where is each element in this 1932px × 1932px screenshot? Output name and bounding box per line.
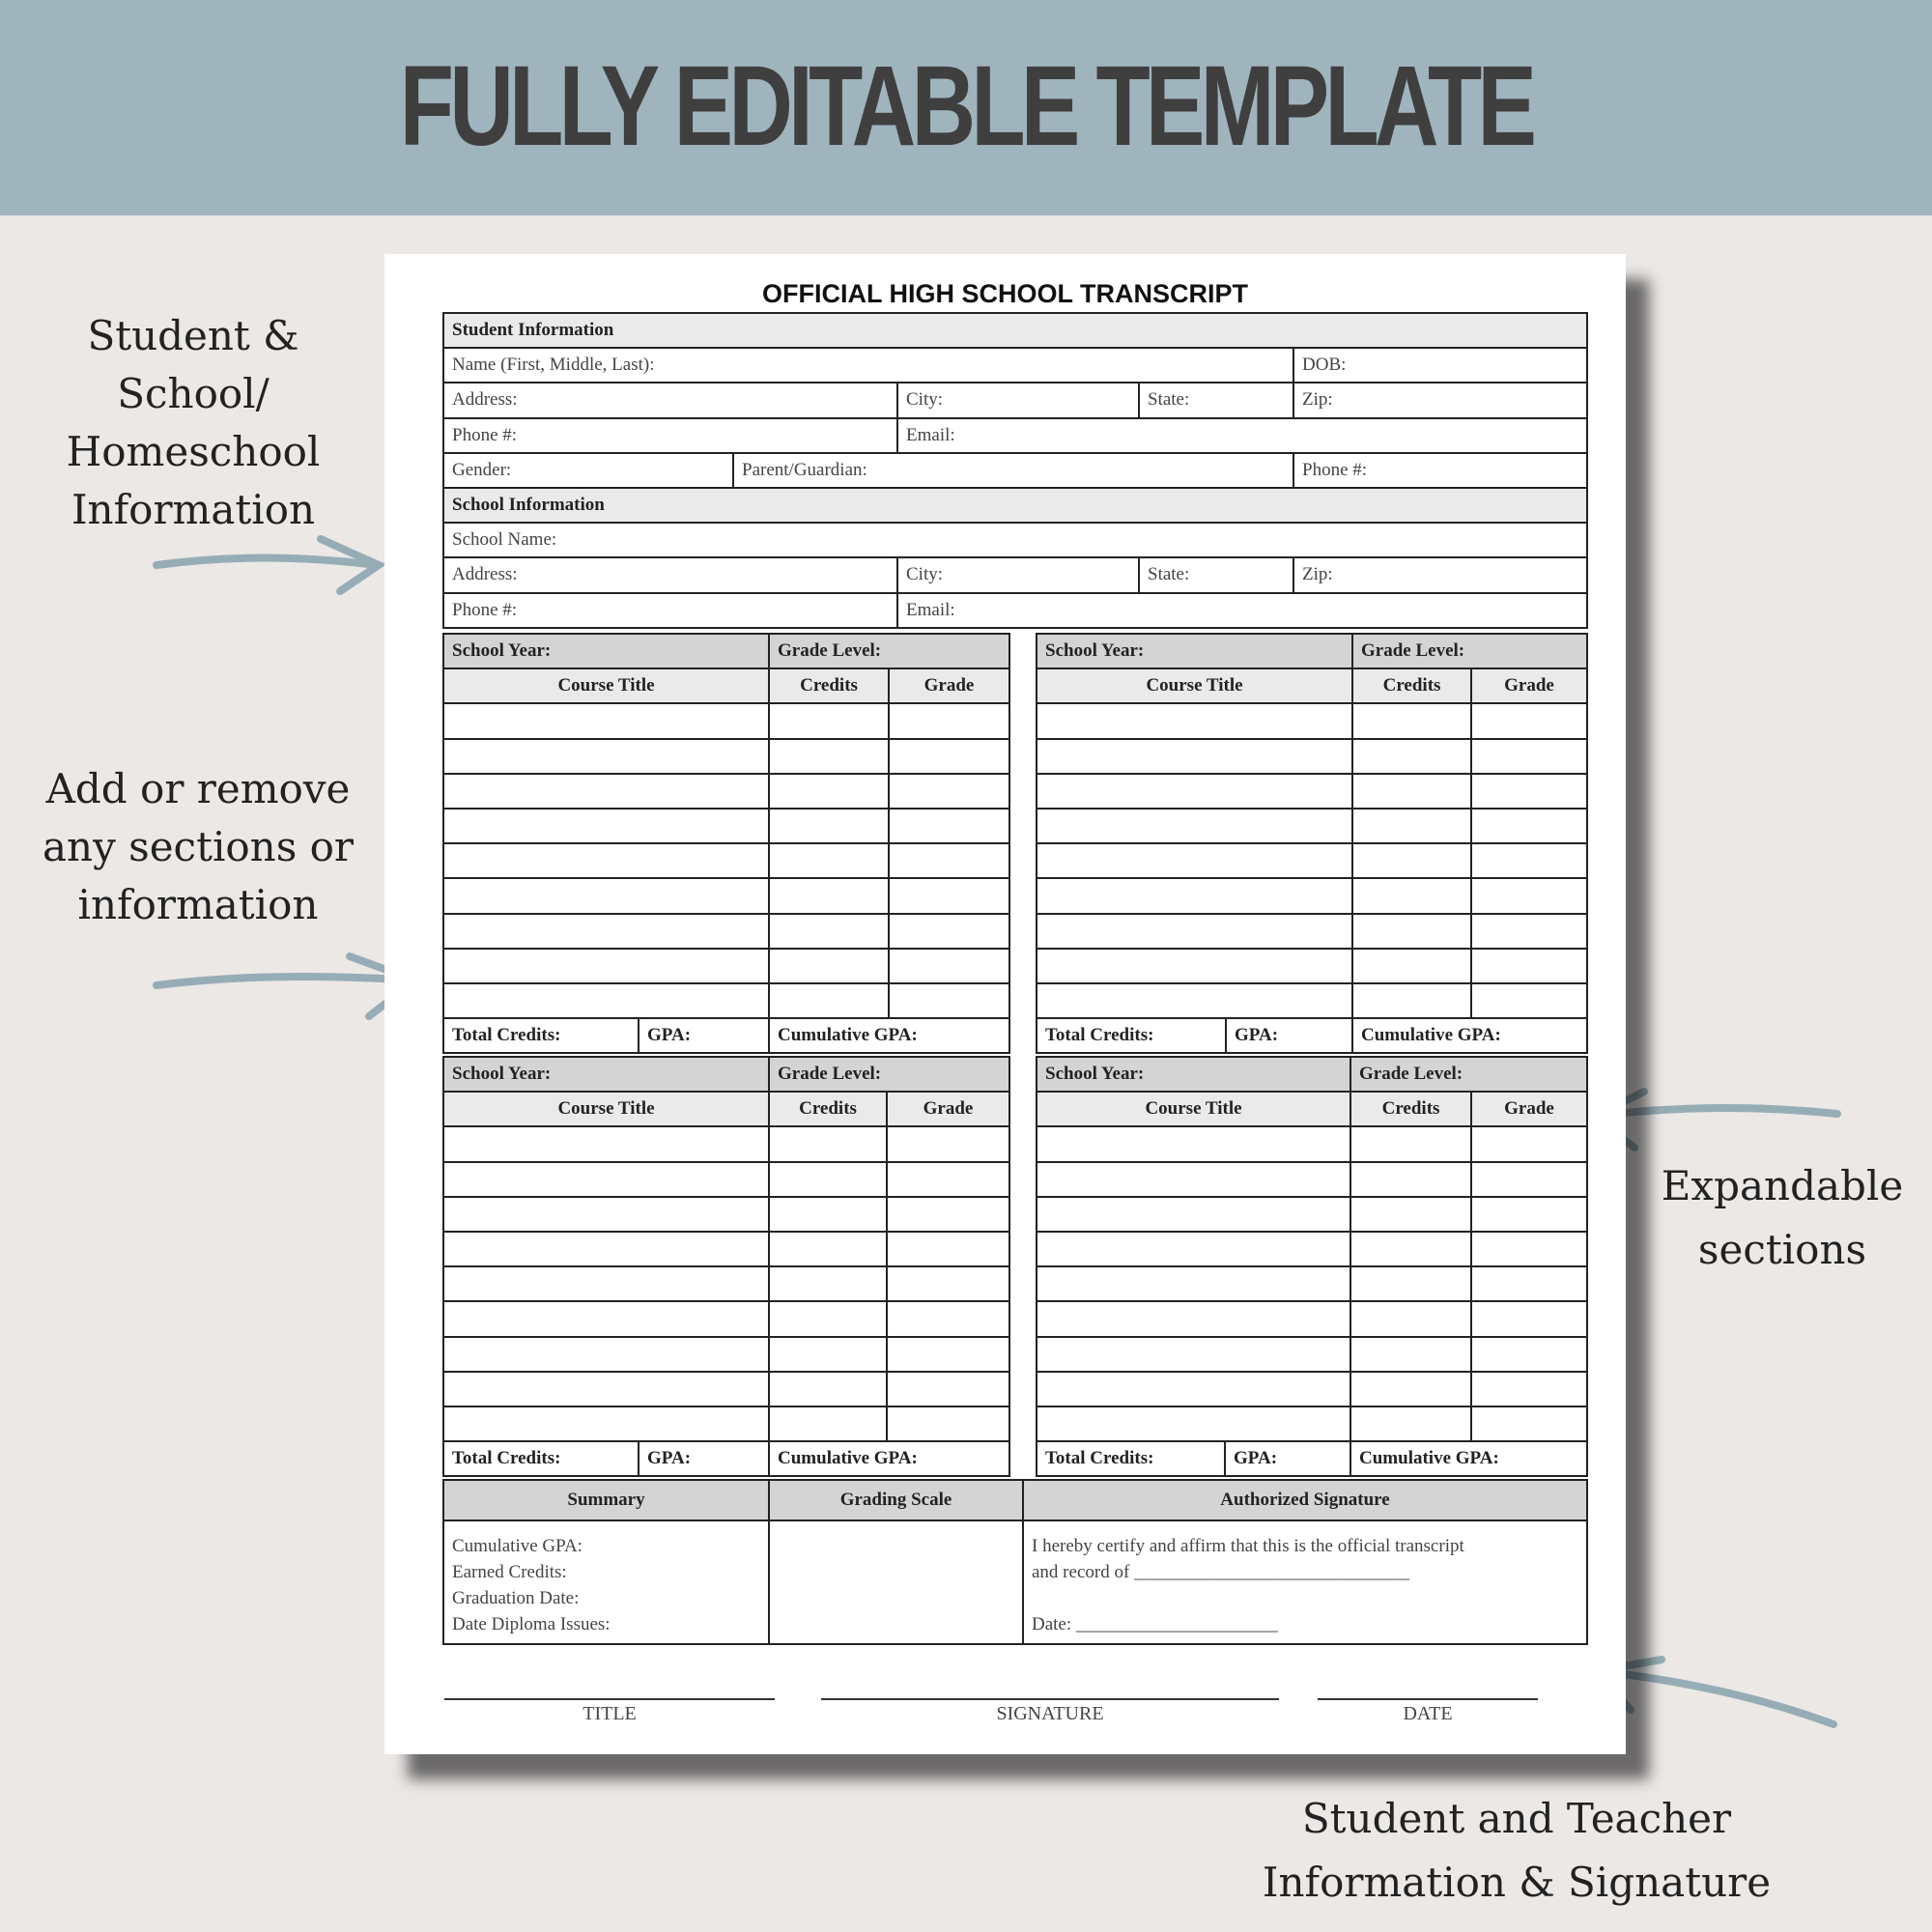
info-table — [442, 312, 1588, 629]
grade-header: Grade — [1471, 668, 1587, 703]
title-label: TITLE — [582, 1703, 637, 1724]
student-dob-field[interactable]: DOB: — [1293, 348, 1587, 383]
credits-cell[interactable] — [769, 1126, 887, 1161]
grade-cell[interactable] — [1471, 739, 1587, 774]
grade-cell[interactable] — [887, 1337, 1009, 1372]
transcript-document — [384, 254, 1626, 1754]
gpa-label[interactable]: GPA: — [1225, 1441, 1350, 1476]
summary-cumulative-gpa: Cumulative GPA: — [452, 1536, 582, 1556]
credits-cell[interactable] — [1352, 914, 1471, 949]
course-title-cell[interactable] — [443, 703, 769, 738]
credits-cell[interactable] — [769, 1301, 887, 1336]
school-year-block — [1036, 1056, 1588, 1477]
credits-cell[interactable] — [1352, 774, 1471, 809]
title-line[interactable] — [444, 1698, 775, 1700]
credits-cell[interactable] — [1350, 1232, 1471, 1266]
student-parent-field[interactable]: Parent/Guardian: — [733, 453, 1293, 488]
credits-cell[interactable] — [769, 914, 889, 949]
total-credits-label[interactable]: Total Credits: — [443, 1018, 639, 1053]
course-title-cell[interactable] — [1037, 949, 1352, 983]
summary-earned-credits: Earned Credits: — [452, 1562, 567, 1582]
grade-cell[interactable] — [1471, 1337, 1587, 1372]
grade-cell[interactable] — [1471, 1266, 1587, 1301]
grade-cell[interactable] — [1471, 914, 1587, 949]
credits-cell[interactable] — [769, 843, 889, 878]
course-title-cell[interactable] — [1037, 1126, 1350, 1161]
course-title-cell[interactable] — [1037, 1162, 1350, 1197]
school-year-block — [442, 1056, 1010, 1477]
course-title-cell[interactable] — [1037, 1232, 1350, 1266]
grade-cell[interactable] — [1471, 1162, 1587, 1197]
grade-cell[interactable] — [887, 1301, 1009, 1336]
course-title-cell[interactable] — [1037, 914, 1352, 949]
school-year-label[interactable]: School Year: — [443, 634, 769, 668]
course-title-cell[interactable] — [443, 739, 769, 774]
callout-student-school: Student & School/ Homeschool Information — [66, 312, 321, 533]
credits-cell[interactable] — [1350, 1266, 1471, 1301]
course-title-cell[interactable] — [1037, 774, 1352, 809]
banner-title: FULLY EDITABLE TEMPLATE — [399, 43, 1533, 170]
grade-cell[interactable] — [1471, 1232, 1587, 1266]
credits-cell[interactable] — [1350, 1162, 1471, 1197]
school-email-field[interactable]: Email: — [897, 593, 1587, 628]
credits-cell[interactable] — [769, 809, 889, 843]
grade-cell[interactable] — [889, 983, 1009, 1018]
student-zip-field[interactable]: Zip: — [1293, 383, 1587, 417]
credits-cell[interactable] — [769, 1372, 887, 1406]
grade-level-label[interactable]: Grade Level: — [769, 1057, 1009, 1092]
course-title-cell[interactable] — [1037, 878, 1352, 913]
student-name-field[interactable]: Name (First, Middle, Last): — [443, 348, 1293, 383]
course-title-header: Course Title — [1037, 668, 1352, 703]
credits-header: Credits — [1352, 668, 1471, 703]
course-title-cell[interactable] — [443, 1337, 769, 1372]
grade-header: Grade — [1471, 1092, 1587, 1126]
course-title-cell[interactable] — [443, 1162, 769, 1197]
gpa-label[interactable]: GPA: — [1226, 1018, 1352, 1053]
grade-cell[interactable] — [887, 1232, 1009, 1266]
credits-cell[interactable] — [769, 774, 889, 809]
grade-cell[interactable] — [887, 1406, 1009, 1441]
date-label: DATE — [1403, 1703, 1453, 1724]
grade-cell[interactable] — [889, 914, 1009, 949]
school-year-label[interactable]: School Year: — [443, 1057, 769, 1092]
course-title-header: Course Title — [443, 1092, 769, 1126]
course-title-cell[interactable] — [1037, 809, 1352, 843]
credits-cell[interactable] — [769, 878, 889, 913]
credits-cell[interactable] — [1350, 1406, 1471, 1441]
course-title-cell[interactable] — [1037, 1406, 1350, 1441]
school-name-field[interactable]: School Name: — [443, 523, 1587, 557]
grade-cell[interactable] — [1471, 1126, 1587, 1161]
student-gender-field[interactable]: Gender: — [443, 453, 733, 488]
grade-cell[interactable] — [887, 1126, 1009, 1161]
cumulative-gpa-label[interactable]: Cumulative GPA: — [769, 1441, 1009, 1476]
grade-cell[interactable] — [1471, 703, 1587, 738]
certify-line-2: and record of ______________________________ — [1032, 1562, 1410, 1582]
total-credits-label[interactable]: Total Credits: — [1037, 1018, 1226, 1053]
course-title-cell[interactable] — [1037, 1266, 1350, 1301]
school-year-block — [1036, 633, 1588, 1054]
cumulative-gpa-label[interactable]: Cumulative GPA: — [1350, 1441, 1587, 1476]
grade-cell[interactable] — [889, 774, 1009, 809]
certify-date: Date: ______________________ — [1032, 1614, 1278, 1634]
grade-cell[interactable] — [887, 1266, 1009, 1301]
school-info-header: School Information — [443, 488, 1587, 523]
credits-cell[interactable] — [1352, 809, 1471, 843]
student-city-field[interactable]: City: — [897, 383, 1139, 417]
grade-cell[interactable] — [1471, 843, 1587, 878]
signature-label: SIGNATURE — [996, 1703, 1104, 1724]
credits-cell[interactable] — [769, 739, 889, 774]
grade-cell[interactable] — [889, 878, 1009, 913]
grade-cell[interactable] — [1471, 809, 1587, 843]
credits-cell[interactable] — [1352, 843, 1471, 878]
grade-cell[interactable] — [889, 809, 1009, 843]
credits-header: Credits — [1350, 1092, 1471, 1126]
grade-level-label[interactable]: Grade Level: — [1350, 1057, 1587, 1092]
grade-level-label[interactable]: Grade Level: — [769, 634, 1009, 668]
credits-cell[interactable] — [769, 703, 889, 738]
student-phone-field[interactable]: Phone #: — [443, 418, 897, 453]
grade-cell[interactable] — [887, 1197, 1009, 1232]
course-title-cell[interactable] — [443, 983, 769, 1018]
course-title-cell[interactable] — [443, 878, 769, 913]
signature-line[interactable] — [821, 1698, 1279, 1700]
credits-cell[interactable] — [1350, 1337, 1471, 1372]
course-title-cell[interactable] — [443, 1232, 769, 1266]
course-title-cell[interactable] — [1037, 1301, 1350, 1336]
course-title-cell[interactable] — [1037, 843, 1352, 878]
credits-cell[interactable] — [1352, 703, 1471, 738]
grade-header: Grade — [887, 1092, 1009, 1126]
course-title-header: Course Title — [1037, 1092, 1350, 1126]
gpa-label[interactable]: GPA: — [639, 1441, 769, 1476]
credits-cell[interactable] — [769, 983, 889, 1018]
credits-header: Credits — [769, 1092, 887, 1126]
course-title-cell[interactable] — [443, 774, 769, 809]
course-title-cell[interactable] — [443, 1406, 769, 1441]
school-zip-field[interactable]: Zip: — [1293, 557, 1587, 592]
course-title-cell[interactable] — [1037, 739, 1352, 774]
cumulative-gpa-label[interactable]: Cumulative GPA: — [769, 1018, 1009, 1053]
school-address-field[interactable]: Address: — [443, 557, 897, 592]
summary-header: Summary — [443, 1480, 769, 1520]
date-line[interactable] — [1318, 1698, 1538, 1700]
summary-cell[interactable] — [443, 1520, 769, 1644]
school-year-label[interactable]: School Year: — [1037, 634, 1352, 668]
grade-cell[interactable] — [1471, 1301, 1587, 1336]
course-title-cell[interactable] — [443, 949, 769, 983]
grade-cell[interactable] — [1471, 1406, 1587, 1441]
credits-cell[interactable] — [769, 1266, 887, 1301]
student-address-field[interactable]: Address: — [443, 383, 897, 417]
student-info-header: Student Information — [443, 313, 1587, 348]
course-title-cell[interactable] — [443, 843, 769, 878]
cumulative-gpa-label[interactable]: Cumulative GPA: — [1352, 1018, 1587, 1053]
course-title-cell[interactable] — [443, 914, 769, 949]
callout-add-remove: Add or remove any sections or information — [42, 765, 354, 928]
grade-cell[interactable] — [889, 739, 1009, 774]
course-title-header: Course Title — [443, 668, 769, 703]
authorized-signature-cell[interactable] — [1023, 1520, 1587, 1644]
course-title-cell[interactable] — [1037, 1372, 1350, 1406]
school-year-label[interactable]: School Year: — [1037, 1057, 1350, 1092]
authorized-signature-header: Authorized Signature — [1023, 1480, 1587, 1520]
grade-cell[interactable] — [1471, 878, 1587, 913]
summary-diploma-date: Date Diploma Issues: — [452, 1614, 611, 1634]
credits-cell[interactable] — [1352, 739, 1471, 774]
credits-cell[interactable] — [769, 1337, 887, 1372]
summary-table — [442, 1479, 1588, 1645]
course-title-cell[interactable] — [443, 1126, 769, 1161]
course-title-cell[interactable] — [1037, 1337, 1350, 1372]
credits-cell[interactable] — [1350, 1126, 1471, 1161]
credits-cell[interactable] — [769, 1162, 887, 1197]
grade-cell[interactable] — [1471, 774, 1587, 809]
certify-line-1: I hereby certify and affirm that this is the official transcript — [1032, 1536, 1464, 1556]
credits-cell[interactable] — [1352, 949, 1471, 983]
summary-graduation-date: Graduation Date: — [452, 1588, 580, 1608]
grade-cell[interactable] — [889, 703, 1009, 738]
credits-cell[interactable] — [1352, 983, 1471, 1018]
school-year-block — [442, 633, 1010, 1054]
gpa-label[interactable]: GPA: — [639, 1018, 769, 1053]
grading-scale-header: Grading Scale — [769, 1480, 1023, 1520]
student-state-field[interactable]: State: — [1139, 383, 1293, 417]
total-credits-label[interactable]: Total Credits: — [443, 1441, 639, 1476]
credits-cell[interactable] — [1350, 1197, 1471, 1232]
course-title-cell[interactable] — [443, 1197, 769, 1232]
credits-cell[interactable] — [1350, 1372, 1471, 1406]
grade-cell[interactable] — [1471, 983, 1587, 1018]
course-title-cell[interactable] — [1037, 983, 1352, 1018]
course-title-cell[interactable] — [443, 1301, 769, 1336]
student-parent-phone-field[interactable]: Phone #: — [1293, 453, 1587, 488]
school-phone-field[interactable]: Phone #: — [443, 593, 897, 628]
course-title-cell[interactable] — [1037, 703, 1352, 738]
grade-cell[interactable] — [1471, 1372, 1587, 1406]
grade-cell[interactable] — [887, 1162, 1009, 1197]
grade-cell[interactable] — [1471, 1197, 1587, 1232]
school-city-field[interactable]: City: — [897, 557, 1139, 592]
document-title: OFFICIAL HIGH SCHOOL TRANSCRIPT — [761, 279, 1248, 308]
credits-cell[interactable] — [769, 949, 889, 983]
callout-signature: Student and Teacher Information & Signature — [1262, 1795, 1772, 1906]
credits-cell[interactable] — [1352, 878, 1471, 913]
course-title-cell[interactable] — [1037, 1197, 1350, 1232]
school-state-field[interactable]: State: — [1139, 557, 1293, 592]
callout-expandable: Expandable sections — [1661, 1162, 1904, 1273]
grade-cell[interactable] — [889, 843, 1009, 878]
student-email-field[interactable]: Email: — [897, 418, 1587, 453]
credits-cell[interactable] — [769, 1406, 887, 1441]
credits-cell[interactable] — [769, 1197, 887, 1232]
total-credits-label[interactable]: Total Credits: — [1037, 1441, 1225, 1476]
credits-cell[interactable] — [1350, 1301, 1471, 1336]
grade-cell[interactable] — [1471, 949, 1587, 983]
credits-header: Credits — [769, 668, 889, 703]
grade-cell[interactable] — [887, 1372, 1009, 1406]
grade-cell[interactable] — [889, 949, 1009, 983]
grading-scale-cell[interactable] — [769, 1520, 1023, 1644]
grade-header: Grade — [889, 668, 1009, 703]
credits-cell[interactable] — [769, 1232, 887, 1266]
grade-level-label[interactable]: Grade Level: — [1352, 634, 1587, 668]
course-title-cell[interactable] — [443, 809, 769, 843]
course-title-cell[interactable] — [443, 1266, 769, 1301]
course-title-cell[interactable] — [443, 1372, 769, 1406]
